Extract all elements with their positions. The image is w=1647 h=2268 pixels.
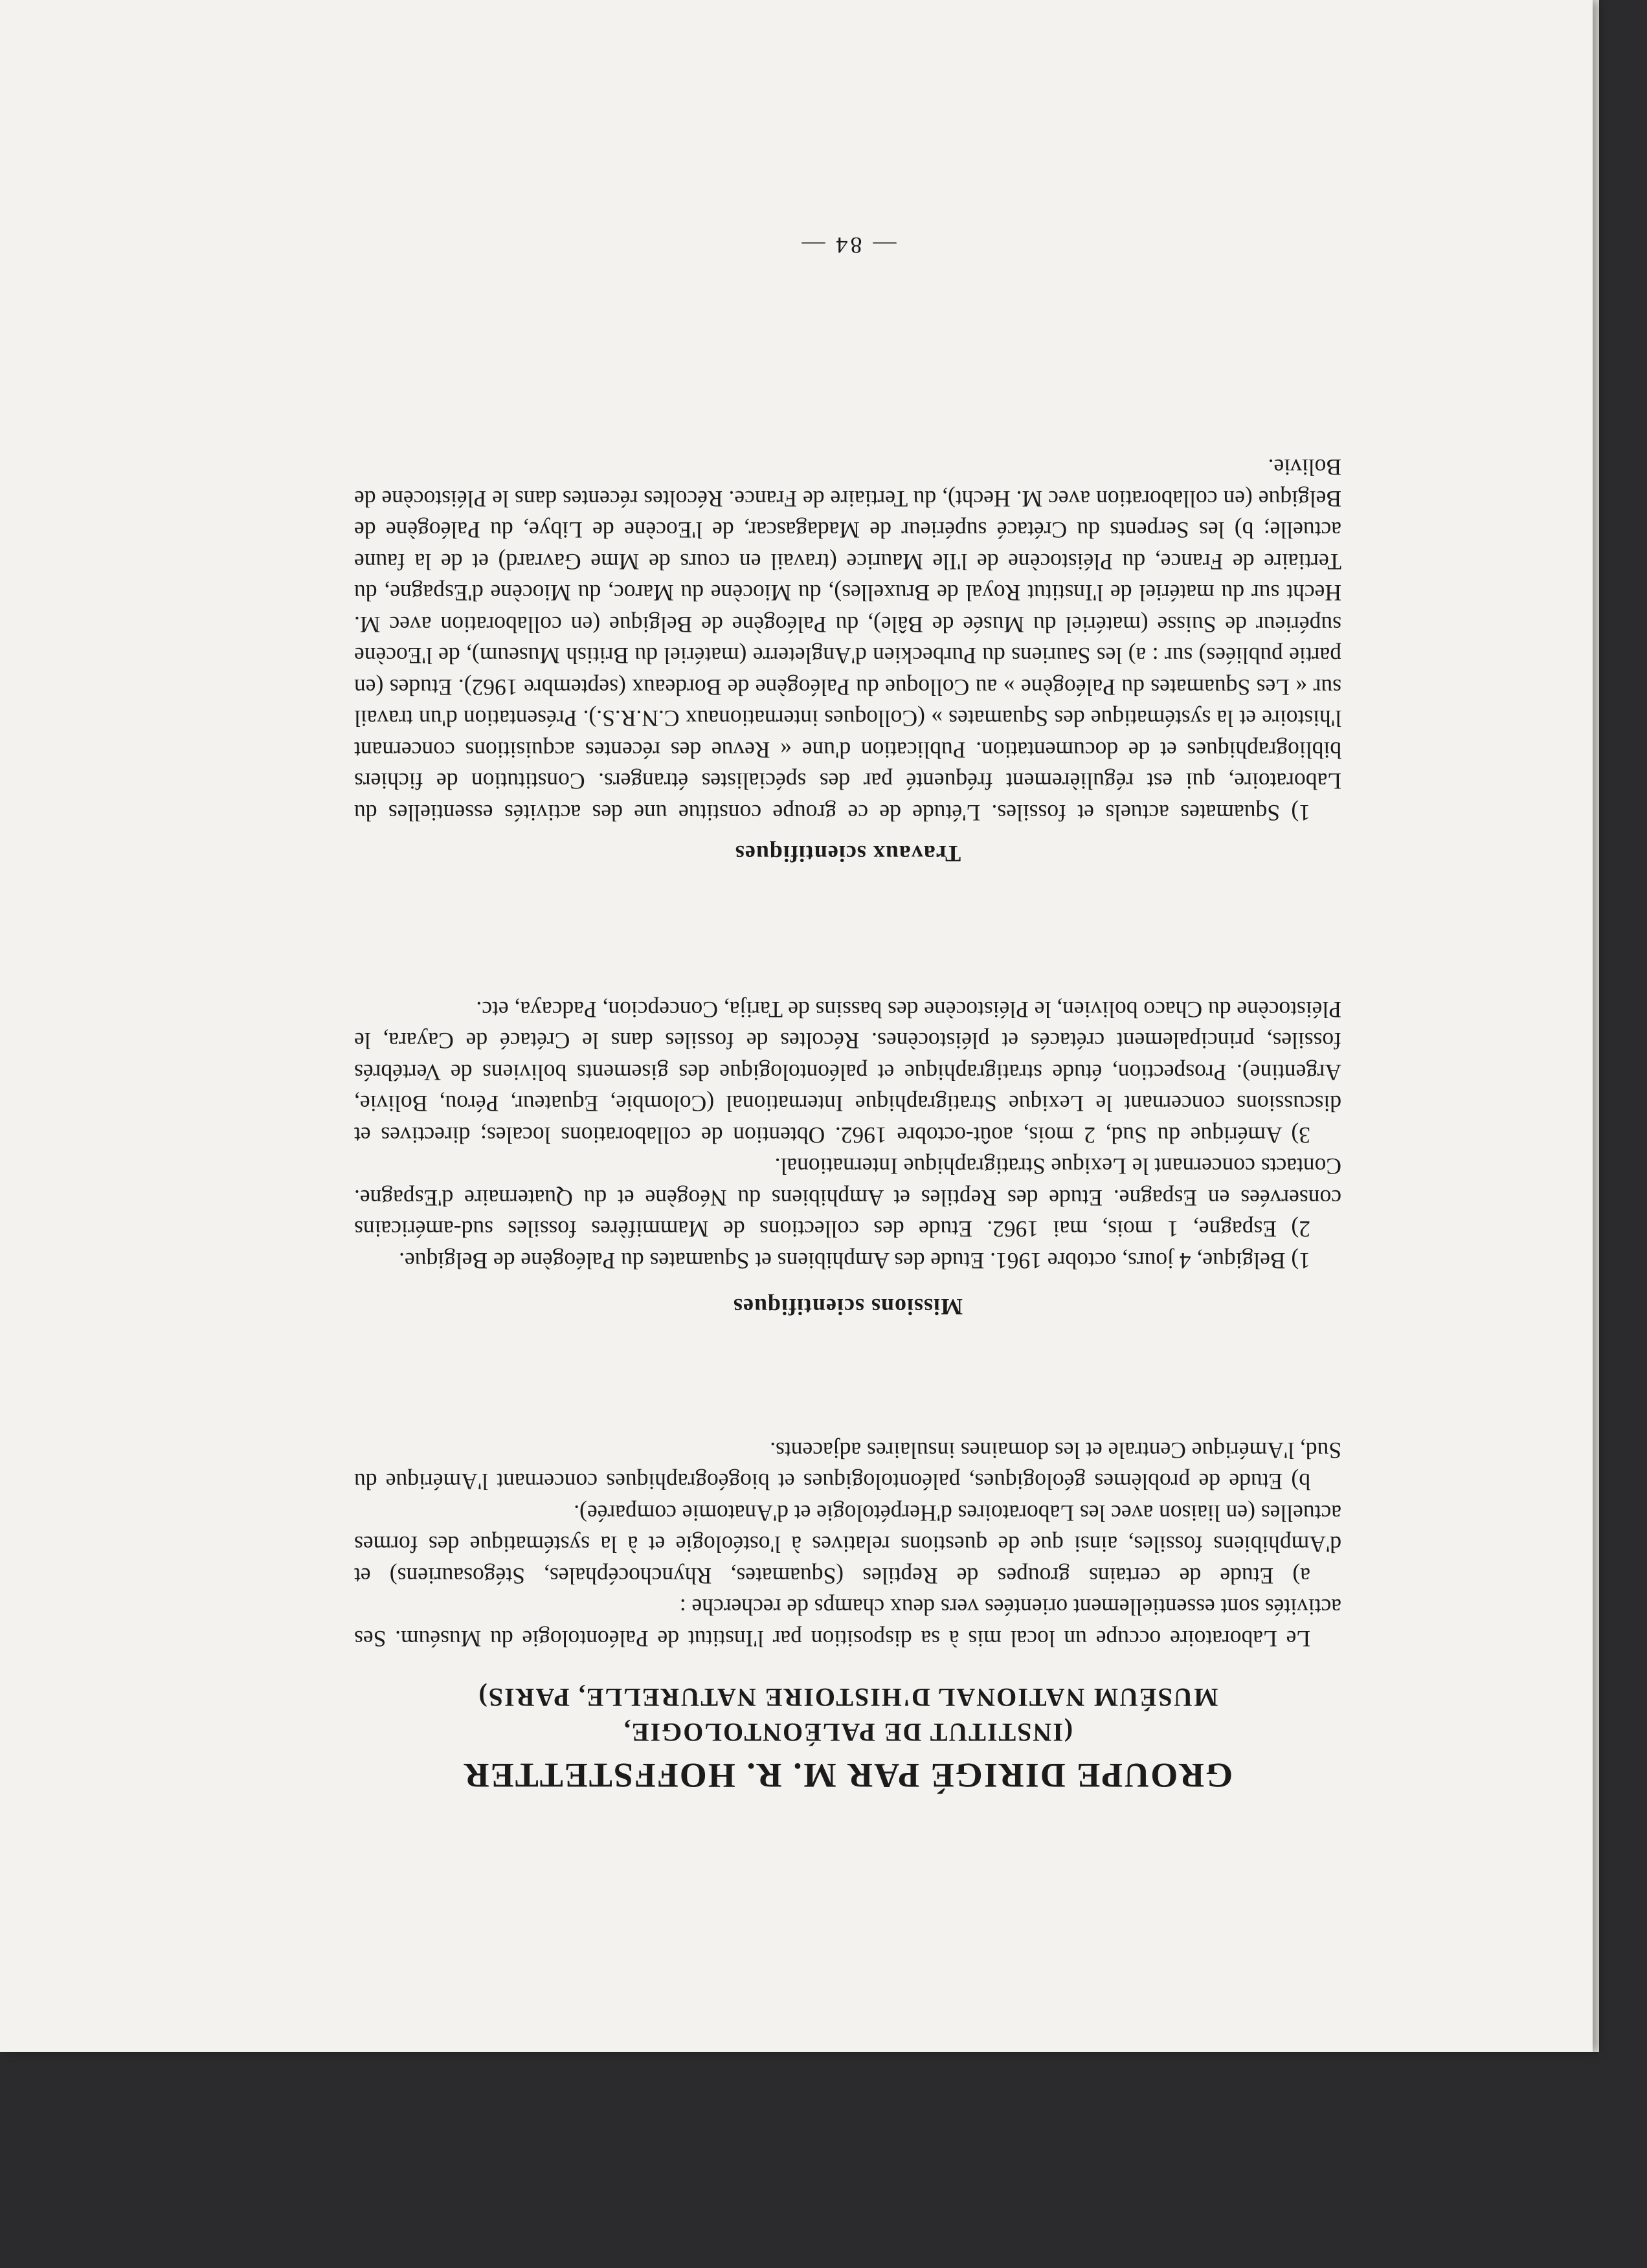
mission-espagne: 2) Espagne, 1 mois, mai 1962. Etude des collections de Mammifères fossiles sud-américains conservées en Espagne. Etude des Reptiles et Amphibiens du Néogène et du Quaternaire d'Espagne. Contacts concernant le Lexique Stratigraphique International. <box>354 1153 1341 1243</box>
document-title: GROUPE DIRIGÉ PAR M. R. HOFFSTETTER <box>462 1756 1233 1795</box>
intro-paragraph: Le Laboratoire occupe un local mis à sa disposition par l'Institut de Paléontologie du Muséum. Ses activités sont essentiellement orientées vers deux champs de recherche : <box>354 1594 1341 1652</box>
missions-heading: Missions scientifiques <box>732 1294 963 1320</box>
travaux-section <box>354 452 1341 828</box>
scanner-background <box>0 2052 1647 2268</box>
intro-item-a: a) Etude de certains groupes de Reptiles (Squamates, Rhynchocéphales, Stégosauriens) et d'Amphibiens fossiles, ainsi que de questions relatives à l'ostéologie et à la systématique des formes actuelles (en liaison avec les Laboratoires d'Herpétologie et d'Anatomie comparée). <box>354 1500 1341 1589</box>
mission-belgique: 1) Belgique, 4 jours, octobre 1961. Etude des Amphibiens et Squamates du Paléogène de Belgique. <box>399 1248 1310 1274</box>
document-subtitle-line2: MUSÉUM NATIONAL D'HISTOIRE NATURELLE, PARIS) <box>477 1683 1218 1712</box>
travaux-squamates: 1) Squamates actuels et fossiles. L'étude de ce groupe constitue une des activités essentielles du Laboratoire, qui est régulièrement fréquenté par des spécialistes étrangers. Constitution de fichiers bibliographiques et de documentation. Publication d'une « Revue des récentes acquisitions concernant l'histoire et la systématique des Squamates » (Colloques internationaux C.N.R.S.). Présentation d'un travail sur « Les Squamates du Paléogène » au Colloque du Paléogène de Bordeaux (septembre 1962). Etudes (en partie publiées) sur : a) les Sauriens du Purbeckien d'Angleterre (matériel du British Museum), de l'Eocène supérieur de Suisse (matériel du Musée de Bâle), du Paléogène de Belgique (en collaboration avec M. Hecht sur du matériel de l'Institut Royal de Bruxelles), du Miocène du Maroc, du Miocène d'Espagne, du Tertiaire de France, du Pléistocène de l'Ile Maurice (travail en cours de Mme Gavrard) et de la faune actuelle; b) les Serpents du Crétacé supérieur de Madagascar, de l'Eocène de Libye, du Paléogène de Belgique (en collaboration avec M. Hecht), du Tertiaire de France. Récoltes récentes dans le Pléistocène de Bolivie. <box>354 454 1341 826</box>
page-number: — 84 — <box>799 232 897 258</box>
intro-section <box>354 1435 1341 1655</box>
mission-amerique-du-sud: 3) Amérique du Sud, 2 mois, août-octobre 1962. Obtention de collaborations locales; directives et discussions concernant le Lexique Stratigraphique International (Colombie, Equateur, Pérou, Bolivie, Argentine). Prospection, étude stratigraphique et paléontologique des gisements boliviens de Vertébrés fossiles, principalement crétacés et pléistocènes. Récoltes de fossiles dans le Crétacé de Cayara, le Pléistocène du Chaco bolivien, le Pléistocène des bassins de Tarija, Concepcion, Padcaya, etc. <box>354 997 1341 1148</box>
missions-section <box>354 994 1341 1277</box>
intro-item-b: b) Etude de problèmes géologiques, paléontologiques et biogéographiques concernant l'Amérique du Sud, l'Amérique Centrale et les domaines insulaires adjacents. <box>354 1438 1341 1495</box>
scanner-edge <box>1599 0 1647 2268</box>
travaux-heading: Travaux scientifiques <box>734 841 961 867</box>
document-subtitle-line1: (INSTITUT DE PALÉONTOLOGIE, <box>622 1718 1073 1747</box>
